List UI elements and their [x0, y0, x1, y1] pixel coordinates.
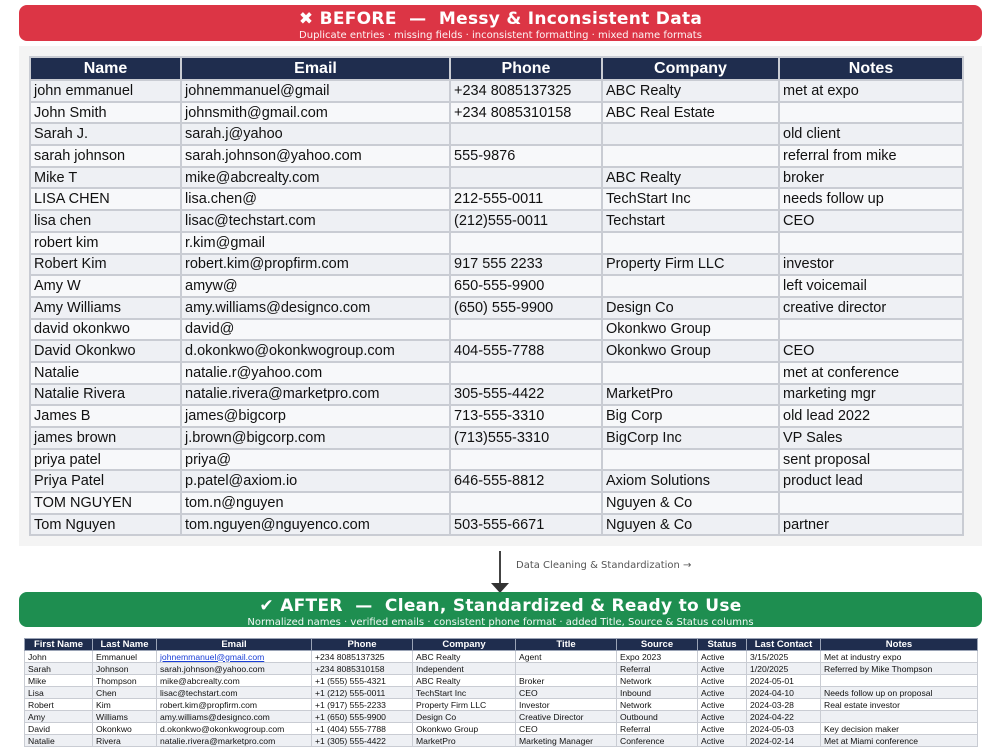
before-cell: Priya Patel [30, 470, 181, 492]
before-cell: David Okonkwo [30, 340, 181, 362]
before-cell: (713)555-3310 [450, 427, 602, 449]
after-table-row [25, 687, 978, 699]
after-cell: Active [698, 699, 747, 711]
after-cell: 1/20/2025 [747, 663, 821, 675]
after-column-header: Email [157, 639, 312, 651]
after-cell: Key decision maker [821, 723, 978, 735]
before-cell: ABC Real Estate [602, 102, 779, 124]
after-cell: Lisa [25, 687, 93, 699]
after-cell: Property Firm LLC [413, 699, 516, 711]
before-cell: John Smith [30, 102, 181, 124]
after-cell: Rivera [93, 735, 157, 747]
before-cell [779, 232, 963, 254]
before-cell: Mike T [30, 167, 181, 189]
before-cell: broker [779, 167, 963, 189]
after-cell: Referral [617, 663, 698, 675]
arrow-line [499, 551, 501, 583]
check-icon: ✔ [259, 596, 274, 616]
after-cell: 2024-04-10 [747, 687, 821, 699]
after-cell: TechStart Inc [413, 687, 516, 699]
after-cell: Active [698, 651, 747, 663]
before-cell: natalie.r@yahoo.com [181, 362, 450, 384]
after-cell: 2024-03-28 [747, 699, 821, 711]
before-cell: lisac@techstart.com [181, 210, 450, 232]
after-cell: Network [617, 675, 698, 687]
before-cell: 503-555-6671 [450, 514, 602, 536]
after-cell: +1 (917) 555-2233 [312, 699, 413, 711]
before-cell: david@ [181, 319, 450, 341]
before-table-row [30, 210, 963, 232]
after-cell: 2024-02-14 [747, 735, 821, 747]
after-column-header: Title [516, 639, 617, 651]
before-cell: sarah.johnson@yahoo.com [181, 145, 450, 167]
after-cell: Inbound [617, 687, 698, 699]
after-cell: Expo 2023 [617, 651, 698, 663]
before-table-row [30, 254, 963, 276]
before-table-row [30, 319, 963, 341]
after-table-row [25, 699, 978, 711]
after-cell: Williams [93, 711, 157, 723]
after-cell: 2024-05-03 [747, 723, 821, 735]
before-cell: mike@abcrealty.com [181, 167, 450, 189]
before-cell: investor [779, 254, 963, 276]
before-cell [602, 232, 779, 254]
before-cell: 212-555-0011 [450, 188, 602, 210]
before-table-row [30, 427, 963, 449]
after-banner [19, 592, 982, 627]
after-subtitle: Normalized names · verified emails · consistent phone format · added Title, Source & Status columns [247, 617, 754, 628]
after-cell: Chen [93, 687, 157, 699]
before-table-row [30, 232, 963, 254]
after-cell: Needs follow up on proposal [821, 687, 978, 699]
after-cell: CEO [516, 687, 617, 699]
before-header-row [30, 57, 963, 80]
before-cell [779, 319, 963, 341]
before-cell: 305-555-4422 [450, 384, 602, 406]
before-cell: CEO [779, 210, 963, 232]
after-table-row [25, 735, 978, 747]
after-cell: Amy [25, 711, 93, 723]
after-cell: Active [698, 711, 747, 723]
before-cell: marketing mgr [779, 384, 963, 406]
after-cell: Natalie [25, 735, 93, 747]
before-cell: amy.williams@designco.com [181, 297, 450, 319]
email-link[interactable]: johnemmanuel@gmail.com [157, 651, 312, 663]
before-cell: met at conference [779, 362, 963, 384]
after-cell: +1 (404) 555-7788 [312, 723, 413, 735]
before-cell: johnsmith@gmail.com [181, 102, 450, 124]
before-cell: VP Sales [779, 427, 963, 449]
after-cell: Referral [617, 723, 698, 735]
before-table [29, 56, 964, 536]
before-cell: Big Corp [602, 405, 779, 427]
after-cell: Marketing Manager [516, 735, 617, 747]
before-table-row [30, 275, 963, 297]
after-column-header: Source [617, 639, 698, 651]
after-cell: Active [698, 723, 747, 735]
before-cell: 713-555-3310 [450, 405, 602, 427]
after-cell: Mike [25, 675, 93, 687]
after-cell: ABC Realty [413, 675, 516, 687]
before-table-row [30, 384, 963, 406]
before-table-row [30, 167, 963, 189]
before-cell: p.patel@axiom.io [181, 470, 450, 492]
before-cell: Natalie [30, 362, 181, 384]
after-cell: natalie.rivera@marketpro.com [157, 735, 312, 747]
after-cell: +234 8085137325 [312, 651, 413, 663]
after-cell: Agent [516, 651, 617, 663]
after-table-row [25, 723, 978, 735]
before-table-row [30, 514, 963, 536]
after-title-text: AFTER — Clean, Standardized & Ready to Use [280, 596, 742, 616]
after-cell: lisac@techstart.com [157, 687, 312, 699]
after-cell: Creative Director [516, 711, 617, 723]
after-cell: Emmanuel [93, 651, 157, 663]
before-table-row [30, 449, 963, 471]
after-cell: amy.williams@designco.com [157, 711, 312, 723]
before-cell: Okonkwo Group [602, 319, 779, 341]
before-cell: old client [779, 123, 963, 145]
after-column-header: Company [413, 639, 516, 651]
after-cell: robert.kim@propfirm.com [157, 699, 312, 711]
after-cell [821, 675, 978, 687]
before-cell: natalie.rivera@marketpro.com [181, 384, 450, 406]
before-cell: james brown [30, 427, 181, 449]
before-cell: sent proposal [779, 449, 963, 471]
before-cell: CEO [779, 340, 963, 362]
before-cell: BigCorp Inc [602, 427, 779, 449]
after-cell: Johnson [93, 663, 157, 675]
after-cell: d.okonkwo@okonkwogroup.com [157, 723, 312, 735]
before-cell [450, 232, 602, 254]
before-cell [450, 167, 602, 189]
before-cell: tom.n@nguyen [181, 492, 450, 514]
before-cell: needs follow up [779, 188, 963, 210]
before-table-row [30, 123, 963, 145]
before-panel [19, 46, 982, 546]
transition-label: Data Cleaning & Standardization → [516, 560, 692, 571]
before-cell: david okonkwo [30, 319, 181, 341]
before-cell: Natalie Rivera [30, 384, 181, 406]
after-cell [516, 663, 617, 675]
after-cell: Active [698, 735, 747, 747]
after-cell: Met at Miami conference [821, 735, 978, 747]
after-table [24, 638, 978, 747]
after-column-header: Last Name [93, 639, 157, 651]
before-cell: 650-555-9900 [450, 275, 602, 297]
before-cell: priya@ [181, 449, 450, 471]
after-table-row [25, 663, 978, 675]
cross-icon: ✖ [298, 9, 314, 29]
before-title [19, 5, 982, 30]
before-banner [19, 5, 982, 41]
before-cell: Design Co [602, 297, 779, 319]
after-cell: Active [698, 663, 747, 675]
after-table-body [25, 651, 978, 747]
before-cell [450, 319, 602, 341]
before-cell: Sarah J. [30, 123, 181, 145]
before-cell: MarketPro [602, 384, 779, 406]
before-table-row [30, 102, 963, 124]
before-cell: johnemmanuel@gmail [181, 80, 450, 102]
after-panel [24, 638, 977, 750]
before-cell: old lead 2022 [779, 405, 963, 427]
before-cell: Amy W [30, 275, 181, 297]
before-table-wrap [29, 56, 964, 536]
after-cell: mike@abcrealty.com [157, 675, 312, 687]
before-title-text: BEFORE — Messy & Inconsistent Data [319, 9, 703, 29]
before-table-row [30, 340, 963, 362]
before-cell: tom.nguyen@nguyenco.com [181, 514, 450, 536]
before-cell [450, 449, 602, 471]
after-column-header: Last Contact [747, 639, 821, 651]
after-cell: Design Co [413, 711, 516, 723]
before-subtitle: Duplicate entries · missing fields · inconsistent formatting · mixed name formats [299, 30, 702, 41]
before-cell: robert.kim@propfirm.com [181, 254, 450, 276]
after-cell: Active [698, 675, 747, 687]
before-cell: ABC Realty [602, 167, 779, 189]
after-cell: Investor [516, 699, 617, 711]
after-cell: +234 8085310158 [312, 663, 413, 675]
before-cell: Axiom Solutions [602, 470, 779, 492]
before-column-header: Name [30, 57, 181, 80]
before-cell: partner [779, 514, 963, 536]
before-table-row [30, 405, 963, 427]
after-table-row [25, 651, 978, 663]
after-column-header: Notes [821, 639, 978, 651]
before-cell: product lead [779, 470, 963, 492]
before-cell: creative director [779, 297, 963, 319]
before-cell [450, 362, 602, 384]
before-table-body [30, 80, 963, 535]
after-cell: 2024-05-01 [747, 675, 821, 687]
after-cell: +1 (650) 555-9900 [312, 711, 413, 723]
before-cell: 646-555-8812 [450, 470, 602, 492]
before-cell: r.kim@gmail [181, 232, 450, 254]
before-column-header: Phone [450, 57, 602, 80]
after-cell: Conference [617, 735, 698, 747]
after-column-header: Phone [312, 639, 413, 651]
before-cell: 917 555 2233 [450, 254, 602, 276]
before-cell [602, 123, 779, 145]
before-cell [602, 362, 779, 384]
after-cell: ABC Realty [413, 651, 516, 663]
before-cell [779, 492, 963, 514]
before-cell: j.brown@bigcorp.com [181, 427, 450, 449]
before-cell: Nguyen & Co [602, 492, 779, 514]
before-column-header: Notes [779, 57, 963, 80]
before-cell [602, 145, 779, 167]
before-cell: Techstart [602, 210, 779, 232]
before-cell: lisa chen [30, 210, 181, 232]
after-cell: David [25, 723, 93, 735]
before-cell: lisa.chen@ [181, 188, 450, 210]
before-cell: Robert Kim [30, 254, 181, 276]
before-cell: Okonkwo Group [602, 340, 779, 362]
before-cell [779, 102, 963, 124]
after-cell: Outbound [617, 711, 698, 723]
after-cell: Active [698, 687, 747, 699]
before-cell: Amy Williams [30, 297, 181, 319]
transition-arrow [0, 548, 1000, 592]
before-cell: left voicemail [779, 275, 963, 297]
before-cell: Property Firm LLC [602, 254, 779, 276]
before-table-row [30, 470, 963, 492]
before-cell: met at expo [779, 80, 963, 102]
after-cell: 2024-04-22 [747, 711, 821, 723]
after-cell: +1 (305) 555-4422 [312, 735, 413, 747]
before-cell: james@bigcorp [181, 405, 450, 427]
after-cell: Kim [93, 699, 157, 711]
after-cell: Network [617, 699, 698, 711]
before-cell: referral from mike [779, 145, 963, 167]
after-cell: Referred by Mike Thompson [821, 663, 978, 675]
before-cell: ABC Realty [602, 80, 779, 102]
after-cell: +1 (212) 555-0011 [312, 687, 413, 699]
before-cell: 404-555-7788 [450, 340, 602, 362]
after-cell: Thompson [93, 675, 157, 687]
before-cell: d.okonkwo@okonkwogroup.com [181, 340, 450, 362]
before-cell: TOM NGUYEN [30, 492, 181, 514]
before-cell: (650) 555-9900 [450, 297, 602, 319]
after-column-header: First Name [25, 639, 93, 651]
after-title [19, 592, 982, 617]
before-cell: sarah johnson [30, 145, 181, 167]
after-cell: Real estate investor [821, 699, 978, 711]
before-cell: john emmanuel [30, 80, 181, 102]
before-table-row [30, 80, 963, 102]
before-cell: priya patel [30, 449, 181, 471]
after-column-header: Status [698, 639, 747, 651]
before-cell: amyw@ [181, 275, 450, 297]
after-header-row [25, 639, 978, 651]
before-cell: robert kim [30, 232, 181, 254]
before-table-row [30, 297, 963, 319]
before-column-header: Company [602, 57, 779, 80]
before-cell: +234 8085137325 [450, 80, 602, 102]
after-table-row [25, 675, 978, 687]
before-table-row [30, 492, 963, 514]
after-cell: Broker [516, 675, 617, 687]
after-cell: Okonkwo [93, 723, 157, 735]
before-cell: TechStart Inc [602, 188, 779, 210]
before-cell: Tom Nguyen [30, 514, 181, 536]
after-cell [821, 711, 978, 723]
after-cell: Sarah [25, 663, 93, 675]
before-cell [602, 275, 779, 297]
after-cell: Okonkwo Group [413, 723, 516, 735]
before-cell: +234 8085310158 [450, 102, 602, 124]
before-cell [450, 123, 602, 145]
before-cell [450, 492, 602, 514]
after-cell: CEO [516, 723, 617, 735]
before-table-row [30, 362, 963, 384]
before-table-row [30, 145, 963, 167]
after-cell: Robert [25, 699, 93, 711]
after-cell: 3/15/2025 [747, 651, 821, 663]
before-cell: Nguyen & Co [602, 514, 779, 536]
before-cell [602, 449, 779, 471]
after-cell: Independent [413, 663, 516, 675]
before-cell: James B [30, 405, 181, 427]
after-cell: MarketPro [413, 735, 516, 747]
before-cell: sarah.j@yahoo [181, 123, 450, 145]
before-table-row [30, 188, 963, 210]
after-cell: John [25, 651, 93, 663]
before-column-header: Email [181, 57, 450, 80]
after-cell: +1 (555) 555-4321 [312, 675, 413, 687]
after-table-row [25, 711, 978, 723]
before-cell: 555-9876 [450, 145, 602, 167]
after-cell: Met at industry expo [821, 651, 978, 663]
before-cell: (212)555-0011 [450, 210, 602, 232]
after-cell: sarah.johnson@yahoo.com [157, 663, 312, 675]
before-cell: LISA CHEN [30, 188, 181, 210]
